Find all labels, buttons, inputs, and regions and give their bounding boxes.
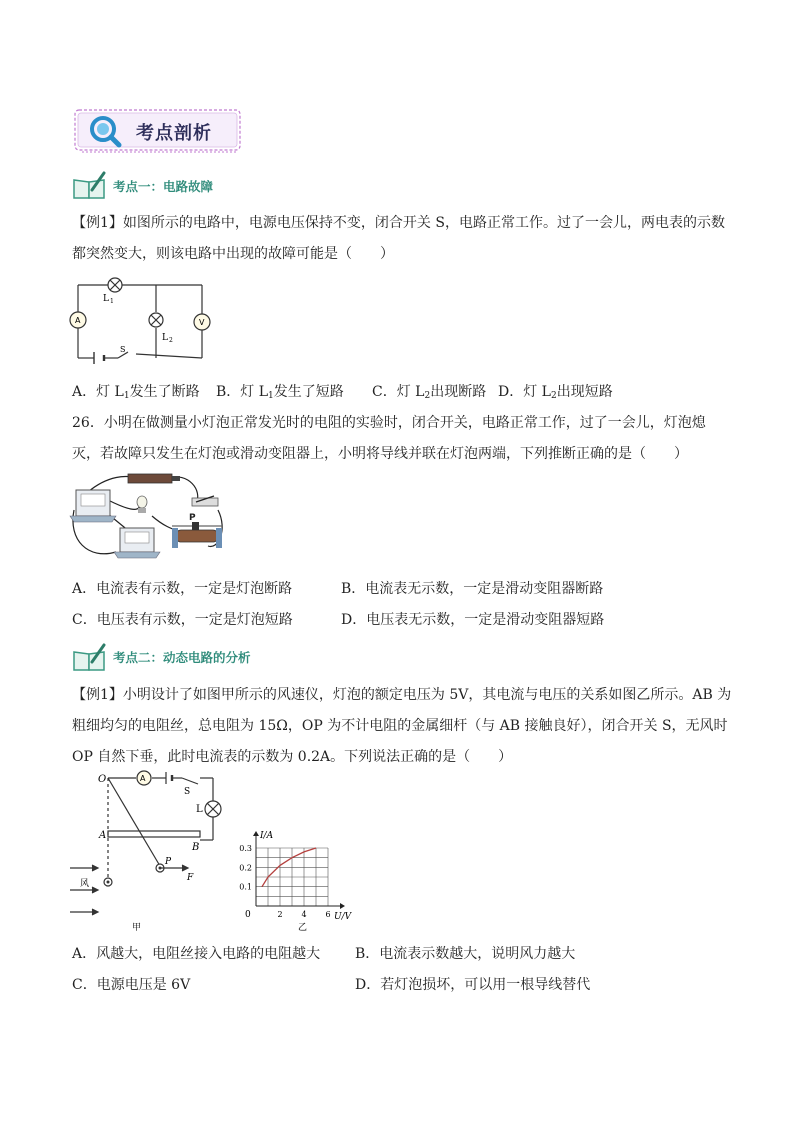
example1-option-d: D．灯 $L_2$出现短路 xyxy=(498,384,613,401)
x-tick-label: 6 xyxy=(325,910,331,919)
ammeter-label: A xyxy=(75,316,81,325)
example2-option-d: D．若灯泡损坏，可以用一根导线替代 xyxy=(355,977,591,993)
section2-title: 考点二：动态电路的分析 xyxy=(113,650,251,665)
caption-jia: 甲 xyxy=(132,923,142,933)
label-p: P xyxy=(165,857,172,867)
example2-text: 【例1】小明设计了如图甲所示的风速仪，灯泡的额定电压为 5V，其电流与电压的关系如图乙所示。AB 为粗细均匀的电阻丝，总电阻为 15Ω，OP 为不计电阻的金属细杆（与 AB 接触良好），闭合开关 S，无风时 OP 自然下垂，此时电流表的示数为 0.2A。下列说法正确的是（ ） xyxy=(72,687,732,765)
example1-text: 【例1】如图所示的电路中，电源电压保持不变，闭合开关 S，电路正常工作。过了一会儿，两电表的示数都突然变大，则该电路中出现的故障可能是（ ） xyxy=(72,215,725,262)
label-wind: 风 xyxy=(80,879,90,889)
example1-option-b: B．灯 $L_1$发生了短路 xyxy=(216,384,344,401)
banner-title: 考点剖析 xyxy=(136,123,212,144)
q26-option-d: D．电压表无示数，一定是滑动变阻器短路 xyxy=(341,612,605,628)
chart-xlabel: U/V xyxy=(334,912,352,922)
search-icon xyxy=(88,114,122,148)
y-tick-label: 0.3 xyxy=(239,844,252,853)
wind-meter-diagram xyxy=(68,768,228,936)
slider-label-p: P xyxy=(189,513,196,523)
label-l1: L xyxy=(103,294,109,304)
label-s: S xyxy=(184,787,191,797)
voltmeter-label: V xyxy=(199,318,205,327)
x-tick-label: 4 xyxy=(301,910,307,919)
y-axis-arrow xyxy=(253,831,259,836)
apparatus-illustration xyxy=(68,470,228,566)
q26-option-b: B．电流表无示数，一定是滑动变阻器断路 xyxy=(341,581,604,597)
label-l2-sub: 2 xyxy=(169,337,173,344)
y-tick-label: 0.2 xyxy=(239,863,252,873)
example2-option-a: A．风越大，电阻丝接入电路的电阻越大 xyxy=(72,946,321,962)
chart-grid xyxy=(256,848,328,906)
label-b: B xyxy=(192,842,200,853)
example1-option-a: A．灯 $L_1$发生了断路 xyxy=(72,384,200,401)
label-l1-sub: 1 xyxy=(110,298,114,305)
section1-title: 考点一：电路故障 xyxy=(113,179,214,194)
chart-origin: 0 xyxy=(245,910,251,920)
q26-option-c: C．电压表有示数，一定是灯泡短路 xyxy=(72,612,293,628)
ammeter-label: A xyxy=(140,774,146,783)
switch-label: S xyxy=(120,345,126,354)
example2-option-c: C．电源电压是 6V xyxy=(72,977,191,993)
chart-ticks xyxy=(239,844,330,919)
x-tick-label: 2 xyxy=(277,910,283,919)
label-o: O xyxy=(98,774,107,785)
example1-option-c: C．灯 $L_2$出现断路 xyxy=(372,384,487,401)
q26-text: 26．小明在做测量小灯泡正常发光时的电阻的实验时，闭合开关，电路正常工作，过了一会儿，灯泡熄灭，若故障只发生在灯泡或滑动变阻器上，小明将导线并联在灯泡两端，下列推断正确的是（ ） xyxy=(72,415,706,462)
label-l: L xyxy=(196,804,203,815)
y-tick-label: 0.1 xyxy=(239,882,252,892)
book-pen-icon xyxy=(72,642,108,672)
iu-chart xyxy=(228,828,368,936)
x-axis-arrow xyxy=(340,903,345,909)
label-l2: L xyxy=(162,333,168,343)
book-pen-icon xyxy=(72,170,108,200)
example2-option-b: B．电流表示数越大，说明风力越大 xyxy=(355,946,576,962)
label-a: A xyxy=(99,830,107,841)
chart-caption: 乙 xyxy=(298,923,308,933)
label-f: F xyxy=(187,873,194,883)
q26-option-a: A．电流表有示数，一定是灯泡断路 xyxy=(72,581,293,597)
chart-axes xyxy=(253,831,345,909)
circuit-diagram-1 xyxy=(68,272,218,368)
chart-ylabel: I/A xyxy=(260,831,274,841)
